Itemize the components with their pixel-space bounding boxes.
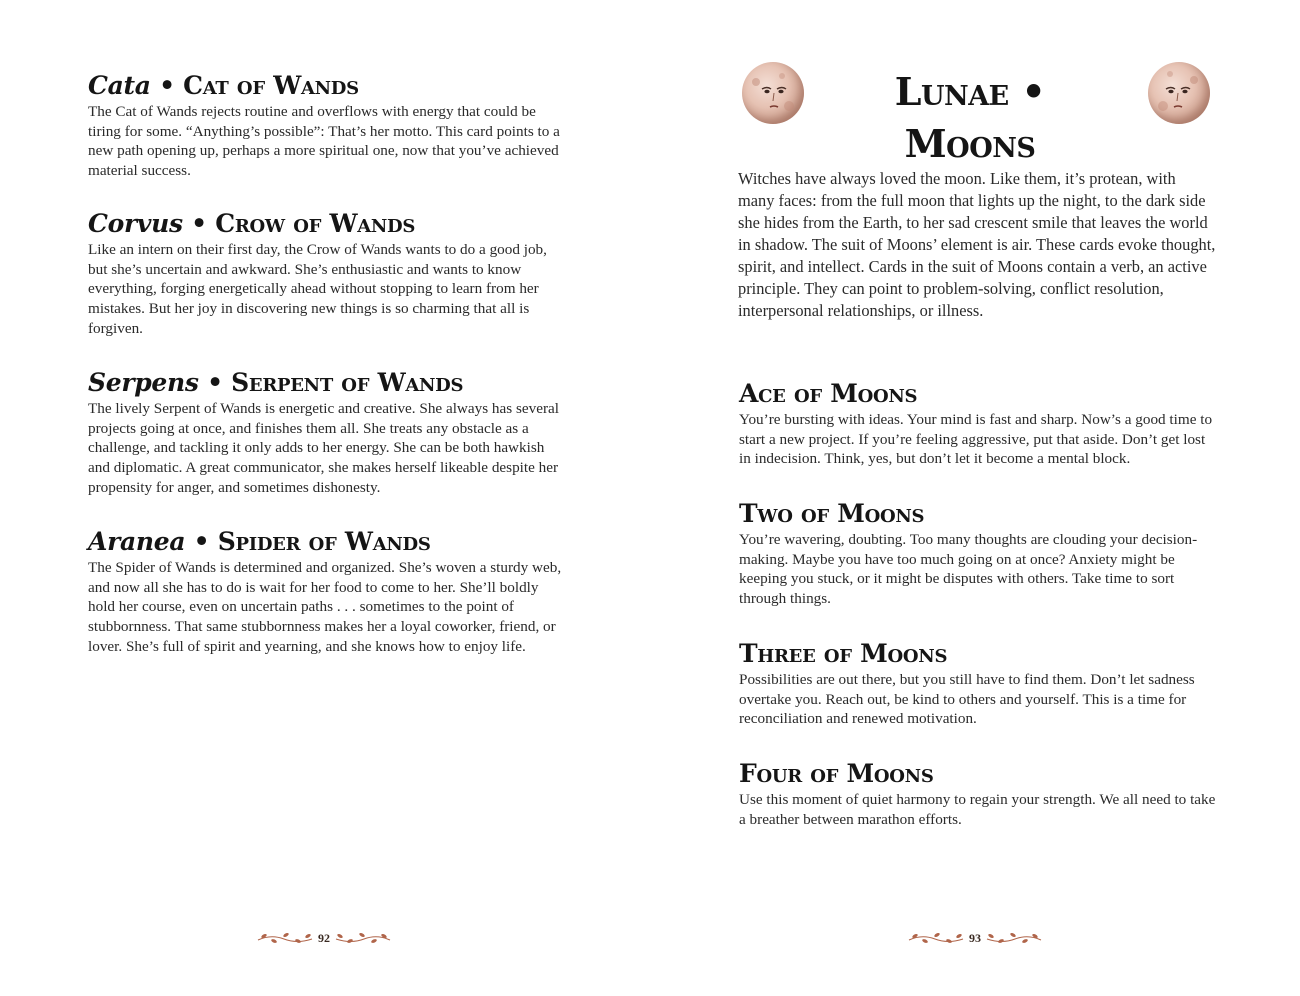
moon-face-icon (1148, 62, 1210, 124)
page-number-footer (256, 928, 392, 948)
entry-separator: • (159, 71, 175, 100)
entry-description: Possibilities are out there, but you still have to find them. Don’t let sadness overtake you. Reach out, be kind to others and yourself. This is a time for reconciliation and renewed motivation. (739, 671, 1195, 728)
vine-ornament-icon (985, 931, 1043, 945)
entry-english-name: Three of Moons (739, 639, 948, 668)
vine-ornament-icon (334, 931, 392, 945)
entry-description: You’re bursting with ideas. Your mind is fast and sharp. Now’s a good time to start a new project. If you’re feeling aggressive, put that aside. Don’t get lost in indecision. Think, yes, but don’t let it become a mental block. (739, 411, 1213, 468)
page-number: 93 (969, 930, 981, 945)
entry-description: The lively Serpent of Wands is energetic and creative. She always has several projects going at once, and finishes them all. She treats any obstacle as a challenge, and tackling it only adds to her energy. She can be both hawkish and diplomatic. A great communicator, she makes herself likeable despite her propensity for anger, and sometimes dishonesty. (88, 400, 559, 496)
entry-english-name: Ace of Moons (739, 379, 918, 408)
vine-ornament-icon (256, 931, 314, 945)
entry-latin-name: Aranea (88, 527, 186, 556)
entry-latin-name: Cata (88, 71, 151, 100)
entry-latin-name: Corvus (88, 209, 183, 238)
entry-ace-of-moons (739, 378, 1219, 469)
entry-description: Use this moment of quiet harmony to regain your strength. We all need to take a breather between marathon efforts. (739, 791, 1216, 828)
entry-english-name: Crow of Wands (215, 209, 416, 238)
vine-ornament-icon (907, 931, 965, 945)
entry-spider-of-wands (88, 526, 564, 657)
entry-serpent-of-wands (88, 367, 564, 498)
suit-intro: Witches have always loved the moon. Like them, it’s protean, with many faces: from the full moon that lights up the night, to the dark side she hides from the Earth, to her sad crescent smile that leaves the world in shadow. The suit of Moons’ element is air. These cards evoke thought, spirit, and intellect. Cards in the suit of Moons contain a verb, an active principle. They can point to problem-solving, conflict resolution, interpersonal relationships, or illness. (738, 169, 1216, 320)
entry-crow-of-wands (88, 208, 564, 339)
page-number-footer (907, 928, 1043, 948)
entry-english-name: Serpent of Wands (231, 368, 464, 397)
entry-heading (88, 367, 564, 399)
entry-heading (739, 378, 1219, 410)
entry-description: Like an intern on their first day, the Crow of Wands wants to do a good job, but she’s uncertain and awkward. She’s enthusiastic and wants to know everything, forging energetically ahead without stopping to learn from her mistakes. But her joy in discovering new things is so charming that all is forgiven. (88, 241, 547, 337)
entry-separator: • (207, 368, 223, 397)
entry-english-name: Spider of Wands (217, 527, 431, 556)
entry-heading (739, 498, 1219, 530)
entry-heading (88, 526, 564, 558)
page-number: 92 (318, 930, 330, 945)
entry-heading (88, 208, 564, 240)
moon-face-icon (742, 62, 804, 124)
entry-english-name: Two of Moons (739, 499, 925, 528)
entry-description: You’re wavering, doubting. Too many thoughts are clouding your decision-making. Maybe you have too much going on at once? Anxiety might be keeping you stuck, or it might be disputes with others. Take time to sort through things. (739, 531, 1198, 608)
entry-four-of-moons (739, 758, 1219, 829)
entry-heading (739, 758, 1219, 790)
entry-description: The Spider of Wands is determined and organized. She’s woven a sturdy web, and now all she has to do is wait for her food to come to her. She’ll boldly hold her course, even on uncertain paths . . . sometimes to the point of stubbornness. That same stubbornness makes her a loyal coworker, friend, or lover. She’s full of spirit and yearning, and she knows how to enjoy life. (88, 559, 562, 655)
entry-heading (88, 70, 564, 102)
entry-cat-of-wands (88, 70, 564, 181)
entry-two-of-moons (739, 498, 1219, 609)
entry-separator: • (191, 209, 207, 238)
entry-three-of-moons (739, 638, 1219, 729)
entry-heading (739, 638, 1219, 670)
suit-title: Lunae • Moons (894, 69, 1046, 166)
entry-description: The Cat of Wands rejects routine and overflows with energy that could be tiring for some. “Anything’s possible”: That’s her motto. This card points to a new path opening up, perhaps a more spiritual one, now that you’ve achieved material success. (88, 103, 560, 180)
entry-english-name: Cat of Wands (183, 71, 359, 100)
entry-latin-name: Serpens (88, 368, 199, 397)
entry-separator: • (193, 527, 210, 556)
entry-english-name: Four of Moons (739, 759, 934, 788)
